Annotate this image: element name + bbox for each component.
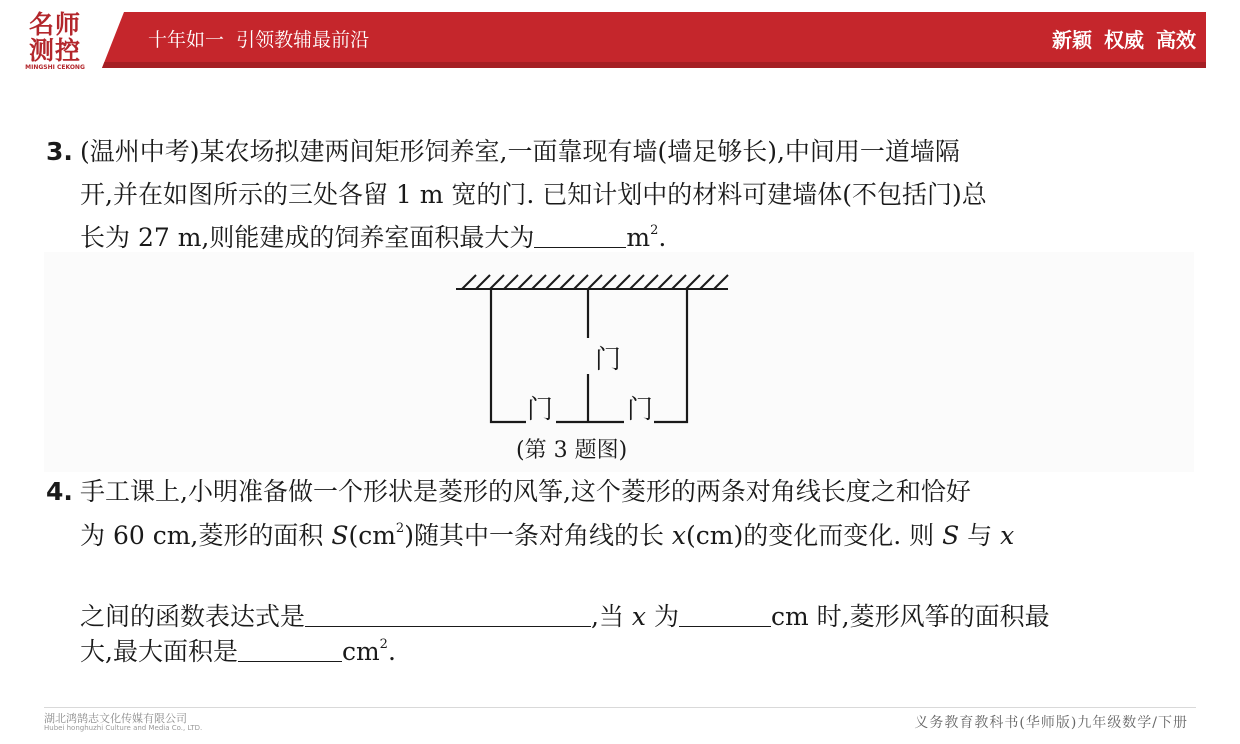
q4-text: cm 时,菱形风筝的面积最: [770, 602, 1050, 631]
q4-line-2: [80, 518, 1014, 554]
q3-line-3: [80, 220, 666, 256]
tagline-word: 权威: [1104, 28, 1144, 52]
x-answer-blank[interactable]: [679, 602, 771, 627]
existing-wall-hatching: [456, 275, 728, 289]
header-tagline: [1040, 24, 1196, 56]
var-x: x: [1000, 521, 1015, 550]
q4-line-4: [80, 634, 396, 670]
q4-line-1: 手工课上,小明准备做一个形状是菱形的风筝,这个菱形的两条对角线长度之和恰好: [80, 477, 971, 506]
tagline-word: 新颖: [1052, 28, 1092, 52]
q4-line-3: [80, 576, 1050, 635]
q3-line-2: 开,并在如图所示的三处各留 1 m 宽的门. 已知计划中的材料可建墙体(不包括门)总: [80, 180, 987, 209]
var-S: S: [331, 521, 349, 550]
figure-caption: (第 3 题图): [516, 438, 628, 463]
q4-text: 之间的函数表达式是: [80, 602, 306, 631]
q4-text: 为 60 cm,菱形的面积: [80, 521, 332, 550]
publisher-name: 湖北鸿鹄志文化传媒有限公司: [44, 712, 187, 725]
q3-line-3-text: 长为 27 m,则能建成的饲养室面积最大为: [80, 223, 535, 252]
unit-exponent: 2: [650, 223, 659, 238]
q4-text: 大,最大面积是: [80, 637, 238, 666]
unit: cm: [341, 637, 380, 666]
question-number: 4.: [46, 477, 73, 506]
unit: m: [626, 223, 651, 252]
unit-exponent: 2: [395, 521, 405, 536]
function-answer-blank[interactable]: [305, 576, 591, 627]
q4-text: (cm: [348, 521, 396, 550]
brand-logo: [22, 12, 88, 72]
logo-top: 名师: [28, 10, 81, 39]
footer-divider: [44, 707, 1196, 708]
publisher-name-en: Hubei honghuzhi Culture and Media Co., LTD.: [44, 724, 203, 732]
question-number: 3.: [46, 137, 73, 166]
area-answer-blank[interactable]: [238, 637, 342, 662]
period: .: [658, 223, 667, 252]
var-S: S: [942, 521, 960, 550]
answer-blank[interactable]: [534, 223, 626, 248]
var-x: x: [631, 602, 647, 631]
period: .: [387, 637, 396, 666]
q3-line-1: (温州中考)某农场拟建两间矩形饲养室,一面靠现有墙(墙足够长),中间用一道墙隔: [80, 137, 960, 166]
enclosure-diagram: [440, 266, 740, 438]
var-x: x: [671, 521, 687, 550]
door-label-middle: 门: [595, 345, 622, 375]
door-label-right: 门: [627, 395, 654, 425]
book-title: 义务教育教科书(华师版)九年级数学/下册: [914, 715, 1188, 731]
tagline-word: 高效: [1156, 28, 1196, 52]
q4-text: 为: [646, 602, 679, 631]
q4-text: )随其中一条对角线的长: [404, 521, 672, 550]
header-slogan: 十年如一 引领教辅最前沿: [148, 29, 370, 51]
logo-pinyin: MINGSHI CEKONG: [25, 64, 85, 71]
unit-exponent: 2: [379, 637, 388, 652]
enclosure-walls: [491, 289, 687, 422]
logo-bottom: 测控: [28, 36, 81, 65]
door-label-left: 门: [527, 395, 554, 425]
q4-text: 与: [959, 521, 1001, 550]
q4-text: (cm)的变化而变化. 则: [686, 521, 943, 550]
q4-text: ,当: [591, 602, 632, 631]
